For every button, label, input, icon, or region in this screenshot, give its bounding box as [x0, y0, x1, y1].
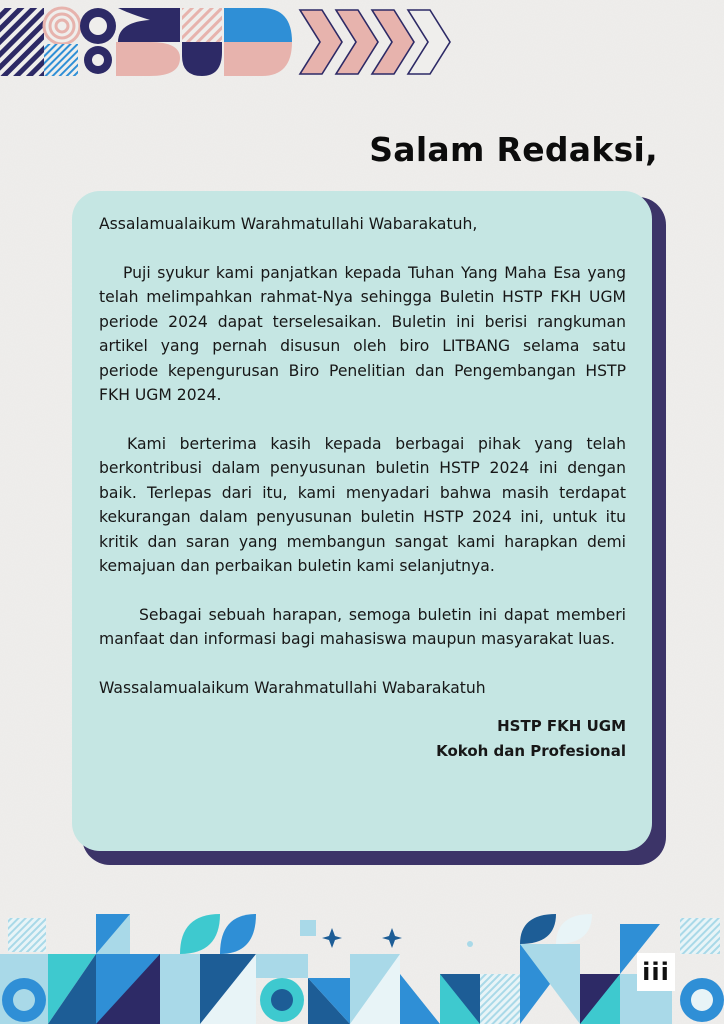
concentric-circles-shape: [44, 8, 80, 44]
closing-text: Wassalamualaikum Warahmatullahi Wabarakatuh: [99, 678, 486, 697]
page-number: iii: [637, 953, 675, 991]
signature-org: HSTP FKH UGM: [497, 717, 626, 735]
top-decorative-pattern: [0, 0, 460, 90]
greeting-text: Assalamualaikum Warahmatullahi Wabarakatuh,: [99, 215, 478, 233]
letter-content: [99, 212, 626, 764]
paragraph-3: Sebagai sebuah harapan, semoga buletin ini dapat memberi manfaat dan informasi bagi mahasiswa maupun masyarakat luas.: [99, 605, 626, 648]
chevron-arrows-shape: [300, 10, 450, 74]
paragraph-1: Puji syukur kami panjatkan kepada Tuhan Yang Maha Esa yang telah melimpahkan rahmat-Nya sehingga Buletin HSTP FKH UGM periode 2024 dapat terselesaikan. Buletin ini berisi rangkuman artikel yang pernah disusun oleh biro LITBANG selama satu periode kepengurusan Biro Penelitian dan Pengembangan HSTP FKH UGM 2024.: [99, 263, 626, 404]
page-title: Salam Redaksi,: [369, 130, 658, 169]
signature-motto: Kokoh dan Profesional: [436, 742, 626, 760]
bottom-decorative-pattern: [0, 914, 724, 1024]
paragraph-2: Kami berterima kasih kepada berbagai pihak yang telah berkontribusi dalam penyusunan buletin HSTP 2024 ini dengan baik. Terlepas dari itu, kami menyadari bahwa masih terdapat kekurangan dalam penyusunan buletin HSTP 2024 ini, untuk itu kritik dan saran yang membangun sangat kami harapkan demi kemajuan dan perbaikan buletin kami selanjutnya.: [99, 434, 626, 575]
